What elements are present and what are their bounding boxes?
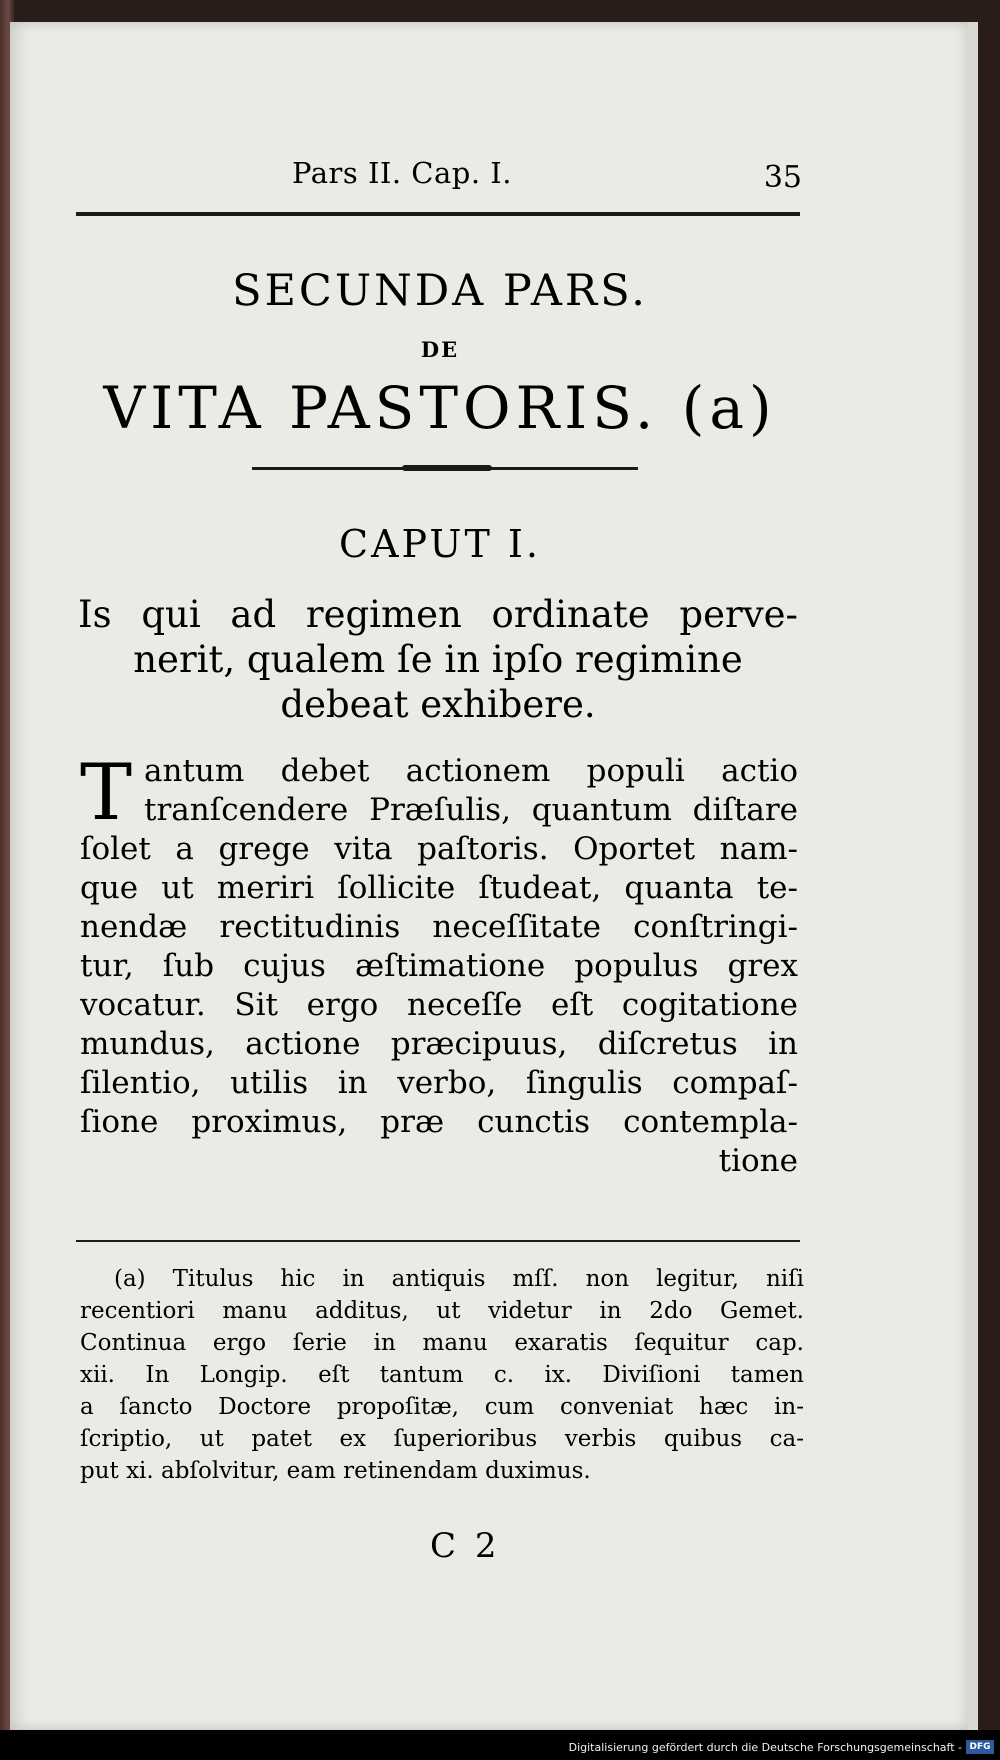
subheading-line: Is qui ad regimen ordinate perve- bbox=[78, 593, 798, 636]
signature-mark: C 2 bbox=[430, 1526, 501, 1566]
drop-cap: T bbox=[80, 748, 133, 838]
footnote-rule bbox=[76, 1240, 800, 1242]
footnote-line: ſcriptio, ut patet ex ſuperioribus verbis quibus ca- bbox=[80, 1426, 804, 1452]
body-line: tur, ſub cujus æſtimatione populus grex bbox=[80, 948, 798, 984]
footnote-line: xii. In Longip. eſt tantum c. ix. Diviſioni tamen bbox=[80, 1362, 804, 1388]
running-header bbox=[72, 156, 802, 196]
body-line: nendæ rectitudinis neceſſitate conſtringi- bbox=[80, 909, 798, 945]
body-line: mundus, actione præcipuus, diſcretus in bbox=[80, 1026, 798, 1062]
subheading-line: debeat exhibere. bbox=[280, 683, 596, 726]
catchword: tione bbox=[718, 1143, 798, 1179]
ornamental-rule bbox=[252, 467, 638, 470]
chapter-subheading bbox=[78, 592, 798, 727]
body-line: antum debet actionem populi actio bbox=[144, 753, 798, 789]
footnote-line: put xi. abſolvitur, eam retinendam duximus. bbox=[80, 1458, 591, 1484]
footnote bbox=[80, 1263, 804, 1487]
footnote-line: (a) Titulus hic in antiquis mſſ. non legitur, niſi bbox=[114, 1266, 804, 1292]
body-line: que ut meriri ſollicite ſtudeat, quanta te- bbox=[80, 870, 798, 906]
body-line: ſilentio, utilis in verbo, ſingulis compaſ- bbox=[80, 1065, 798, 1101]
body-line: tranſcendere Præſulis, quantum diſtare bbox=[144, 792, 798, 828]
footnote-line: recentiori manu additus, ut videtur in 2do Gemet. bbox=[80, 1298, 804, 1324]
footnote-line: a ſancto Doctore propoſitæ, cum conveniat hæc in- bbox=[80, 1394, 804, 1420]
part-title: SECUNDA PARS. bbox=[232, 266, 648, 316]
digitization-credit: Digitalisierung gefördert durch die Deutsche Forschungsgemeinschaft - bbox=[568, 1741, 962, 1754]
page-edge bbox=[968, 22, 978, 1730]
page-number: 35 bbox=[763, 160, 802, 195]
header-rule bbox=[76, 212, 800, 216]
dfg-logo[interactable]: DFG bbox=[966, 1740, 994, 1754]
body-text bbox=[80, 748, 798, 1181]
footnote-line: Continua ergo ſerie in manu exaratis ſequitur cap. bbox=[80, 1330, 804, 1356]
main-title: VITA PASTORIS. (a) bbox=[103, 374, 777, 442]
body-line: vocatur. Sit ergo neceſſe eſt cogitatione bbox=[80, 987, 798, 1023]
body-line: ſione proximus, præ cunctis contempla- bbox=[80, 1104, 798, 1140]
subheading-line: nerit, qualem ſe in ipſo regimine bbox=[133, 638, 743, 681]
body-line: ſolet a grege vita paſtoris. Oportet nam- bbox=[80, 831, 798, 867]
running-title: Pars II. Cap. I. bbox=[292, 156, 512, 190]
chapter-title: CAPUT I. bbox=[339, 522, 541, 566]
de-label: DE bbox=[420, 337, 460, 362]
